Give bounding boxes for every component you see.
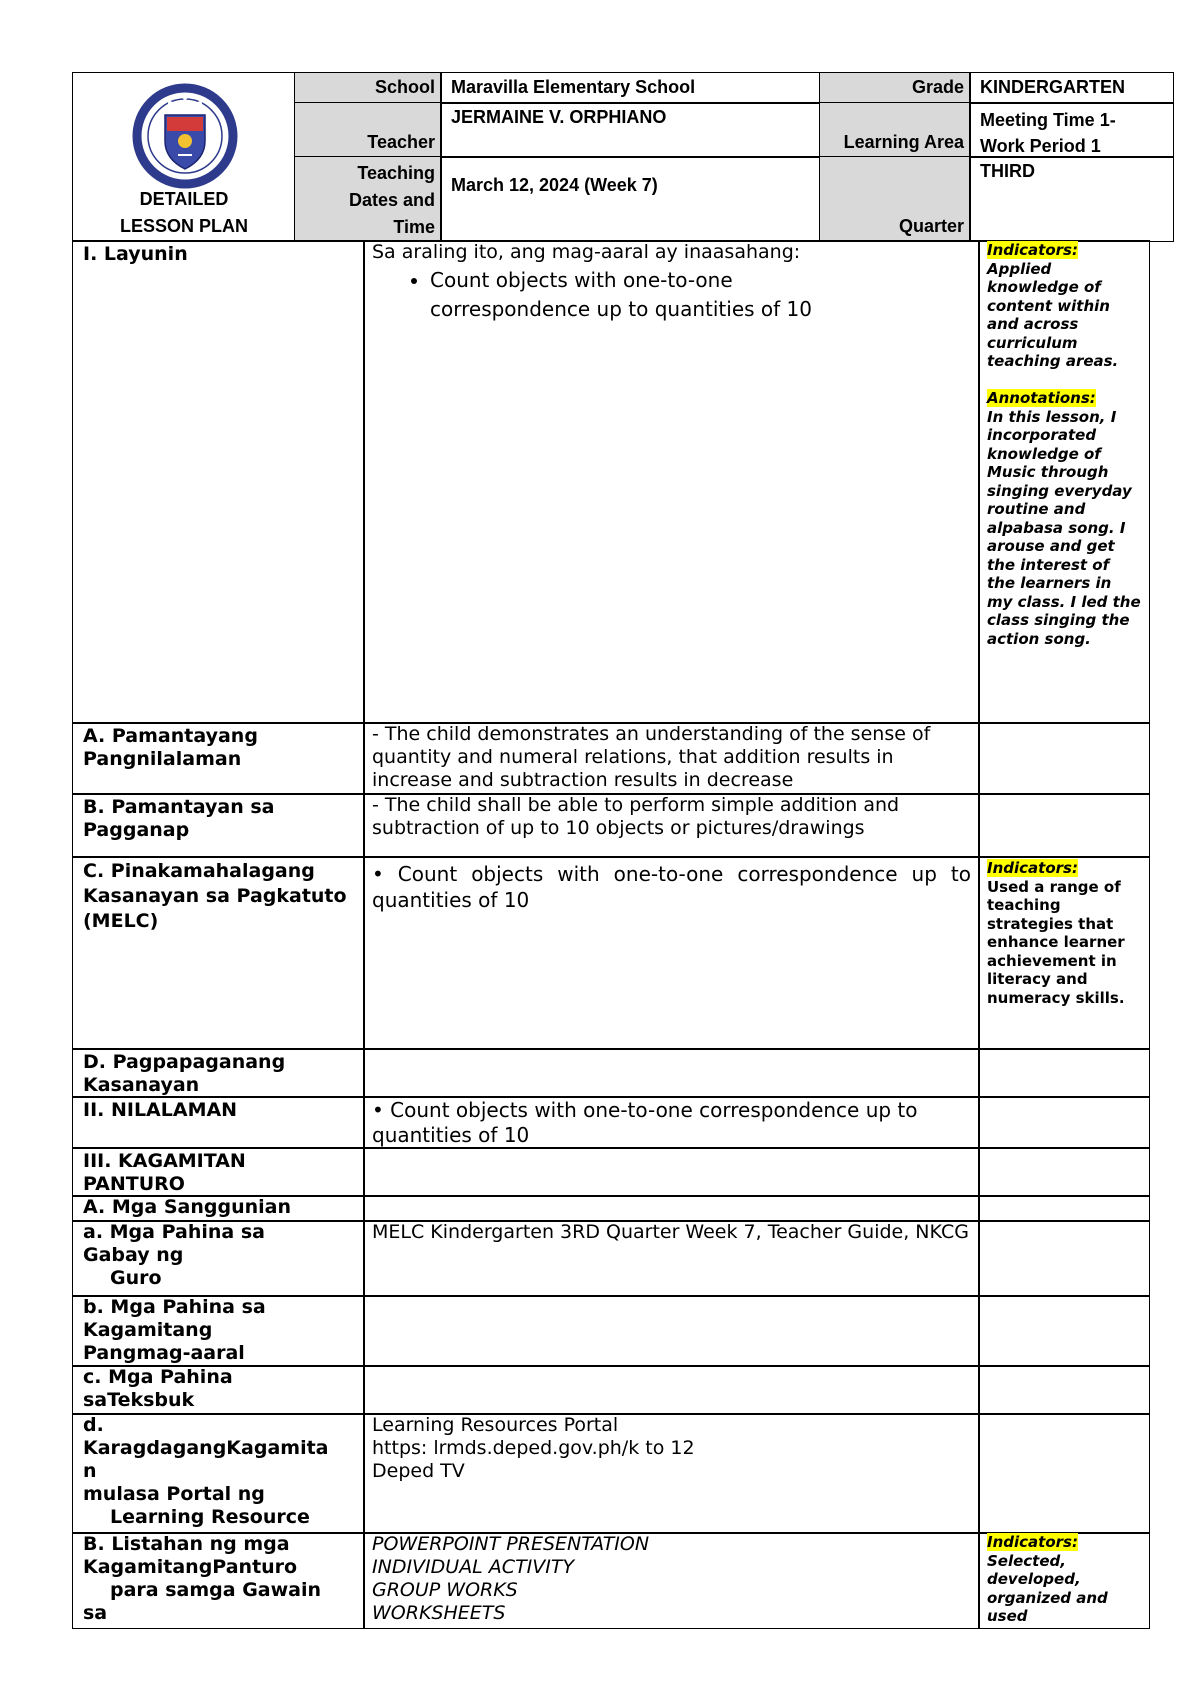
row-pangmag-notes: [978, 1295, 1150, 1367]
row-pagganap-notes: [978, 793, 1150, 858]
learning-area-label: Learning Area: [819, 102, 971, 158]
row-nilalaman-notes: [978, 1096, 1150, 1149]
row-layunin-content: Sa araling ito, ang mag-aaral ay inaasahang: • Count objects with one-to-one correspondence up to quantities of 10: [363, 240, 980, 724]
teacher-value: JERMAINE V. ORPHIANO: [440, 102, 821, 158]
document-title: DETAILED LESSON PLAN: [119, 189, 248, 236]
row-pagpapaganang-label: D. Pagpapaganang Kasanayan: [72, 1048, 365, 1098]
school-label: School: [294, 72, 442, 104]
grade-value: KINDERGARTEN: [969, 72, 1174, 104]
row-sanggunian-content: [363, 1195, 980, 1222]
row-nilalaman-content: • Count objects with one-to-one correspondence up to quantities of 10: [363, 1096, 980, 1149]
objective-item: • Count objects with one-to-one correspondence up to quantities of 10: [430, 266, 971, 324]
quarter-value: THIRD: [969, 156, 1174, 242]
row-kagamitan-content: [363, 1147, 980, 1197]
row-portal-label: d. KaragdagangKagamita n mulasa Portal ng Learning Resource: [72, 1413, 365, 1534]
row-gabay-label: a. Mga Pahina sa Gabay ng Guro: [72, 1220, 365, 1297]
deped-seal-icon: [132, 83, 238, 189]
school-value: Maravilla Elementary School: [440, 72, 821, 104]
header-logo-cell: [72, 72, 296, 242]
row-pagganap-content: - The child shall be able to perform simple addition and subtraction of up to 10 objects or pictures/drawings: [363, 793, 980, 858]
row-pamantayang-label: A. Pamantayang Pangnilalaman: [72, 722, 365, 795]
row-teksbuk-notes: [978, 1365, 1150, 1415]
row-gabay-content: MELC Kindergarten 3RD Quarter Week 7, Teacher Guide, NKCG: [363, 1220, 980, 1297]
row-pagpapaganang-content: [363, 1048, 980, 1098]
row-pagganap-label: B. Pamantayan sa Pagganap: [72, 793, 365, 858]
row-nilalaman-label: II. NILALAMAN: [72, 1096, 365, 1149]
row-pangmag-label: b. Mga Pahina sa Kagamitang Pangmag-aaral: [72, 1295, 365, 1367]
row-layunin-label: I. Layunin: [72, 240, 365, 724]
row-teksbuk-label: c. Mga Pahina saTeksbuk: [72, 1365, 365, 1415]
row-portal-content: Learning Resources Portal https: lrmds.deped.gov.ph/k to 12 Deped TV: [363, 1413, 980, 1534]
objectives-list: [372, 266, 971, 324]
row-melc-indicators: Indicators: Used a range of teaching strategies that enhance learner achievement in literacy and numeracy skills.: [978, 856, 1150, 1050]
row-listahan-indicators: Indicators: Selected, developed, organized and used: [978, 1532, 1150, 1629]
row-layunin-indicators: Indicators: Applied knowledge of content within and across curriculum teaching areas. Annotations: In this lesson, I incorporated knowledge of Music through singing everyday routine and alpabasa song. I arouse and get the interest of the learners in my class. I led the class singing the action song.: [978, 240, 1150, 724]
material-item: GROUP WORKS: [372, 1579, 518, 1601]
teaching-dates-value: March 12, 2024 (Week 7): [440, 156, 821, 242]
material-item: POWERPOINT PRESENTATION: [372, 1533, 650, 1555]
row-portal-notes: [978, 1413, 1150, 1534]
row-pamantayang-notes: [978, 722, 1150, 795]
row-teksbuk-content: [363, 1365, 980, 1415]
row-melc-label: C. Pinakamahalagang Kasanayan sa Pagkatuto (MELC): [72, 856, 365, 1050]
row-sanggunian-notes: [978, 1195, 1150, 1222]
row-pagpapaganang-notes: [978, 1048, 1150, 1098]
row-gabay-notes: [978, 1220, 1150, 1297]
learning-area-value: Meeting Time 1- Work Period 1: [969, 102, 1174, 158]
row-melc-content: • Count objects with one-to-one correspondence up to quantities of 10: [363, 856, 980, 1050]
grade-label: Grade: [819, 72, 971, 104]
teacher-label: Teacher: [294, 102, 442, 158]
row-sanggunian-label: A. Mga Sanggunian: [72, 1195, 365, 1222]
quarter-label: Quarter: [819, 156, 971, 242]
teaching-dates-label: Teaching Dates and Time: [294, 156, 442, 242]
row-listahan-label: B. Listahan ng mga KagamitangPanturo para samga Gawain sa: [72, 1532, 365, 1629]
row-kagamitan-notes: [978, 1147, 1150, 1197]
material-item: INDIVIDUAL ACTIVITY: [372, 1556, 575, 1578]
row-pangmag-content: [363, 1295, 980, 1367]
row-kagamitan-label: III. KAGAMITAN PANTURO: [72, 1147, 365, 1197]
row-listahan-content: [363, 1532, 980, 1629]
material-item: WORKSHEETS: [372, 1602, 506, 1624]
row-pamantayang-content: - The child demonstrates an understanding of the sense of quantity and numeral relations, that addition results in increase and subtraction results in decrease: [363, 722, 980, 795]
